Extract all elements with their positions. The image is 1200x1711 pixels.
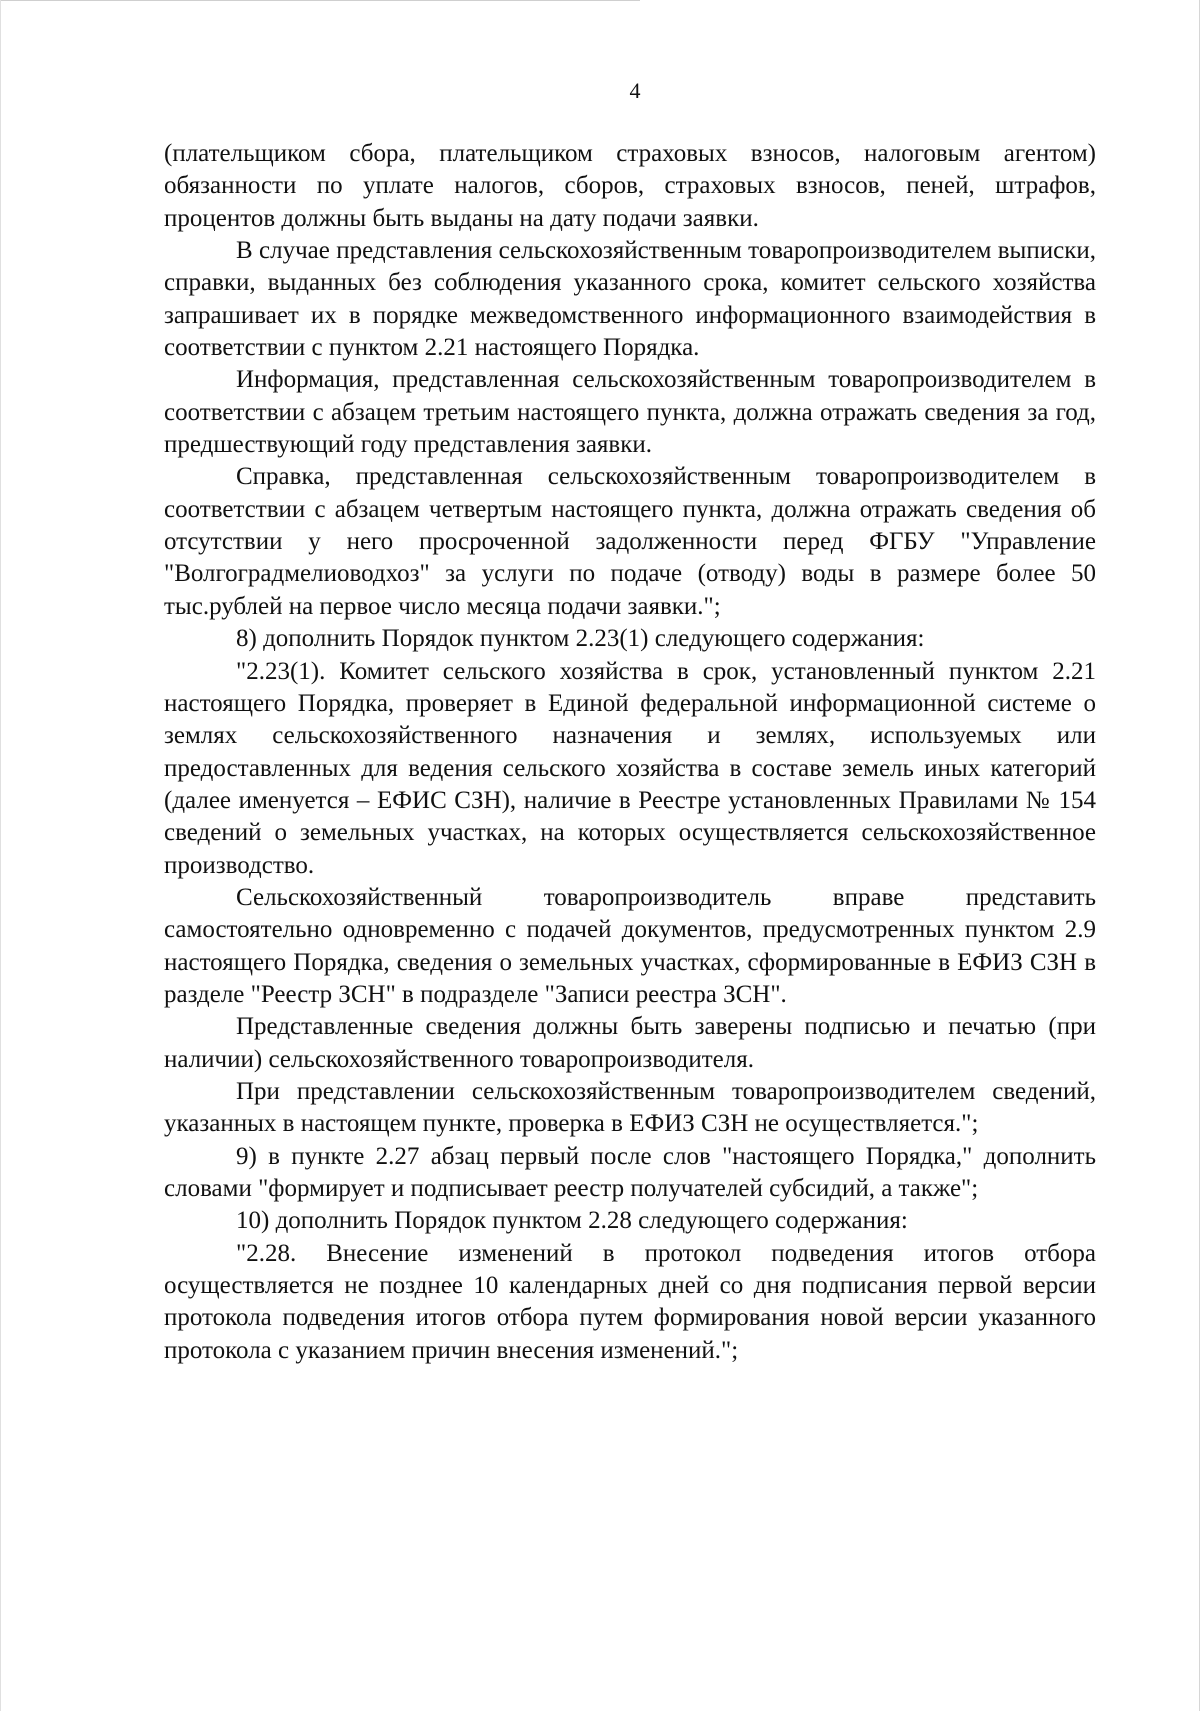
document-body [164,138,1096,1367]
paragraph: "2.28. Внесение изменений в протокол подведения итогов отбора осуществляется не позднее 10 календарных дней со дня подписания первой версии протокола подведения итогов отбора путем формирования новой версии указанного протокола с указанием причин внесения изменений."; [164,1239,1096,1364]
paragraph: В случае представления сельскохозяйственным товаропроизводителем выписки, справки, выданных без соблюдения указанного срока, комитет сельского хозяйства запрашивает их в порядке межведомственного информационного взаимодействия в соответствии с пунктом 2.21 настоящего Порядка. [164,237,1096,362]
page-number: 4 [629,78,641,103]
scan-edge-top [0,0,640,1]
paragraph: Справка, представленная сельскохозяйственным товаропроизводителем в соответствии с абзацем четвертым настоящего пункта, должна отражать сведения об отсутствии у него просроченной задолженности перед ФГБУ "Управление "Волгоградмелиоводхоз" за услуги по подаче (отводу) воды в размере более 50 тыс.рублей на первое число месяца подачи заявки."; [164,463,1096,620]
paragraph: 9) в пункте 2.27 абзац первый после слов "настоящего Порядка," дополнить словами "формирует и подписывает реестр получателей субсидий, а также"; [164,1142,1096,1202]
paragraph: При представлении сельскохозяйственным товаропроизводителем сведений, указанных в настоящем пункте, проверка в ЕФИЗ СЗН не осуществляется."; [164,1077,1096,1138]
paragraph: "2.23(1). Комитет сельского хозяйства в срок, установленный пунктом 2.21 настоящего Порядка, проверяет в Единой федеральной информационной системе о землях сельскохозяйственного назначения и землях, используемых или предоставленных для ведения сельского хозяйства в составе земель иных категорий (далее именуется – ЕФИС СЗН), наличие в Реестре установленных Правилами № 154 сведений о земельных участках, на которых осуществляется сельскохозяйственное производство. [164,657,1096,879]
scan-edge-left [0,0,1,1711]
paragraph: 10) дополнить Порядок пунктом 2.28 следующего содержания: [236,1207,908,1235]
paragraph: (плательщиком сбора, плательщиком страховых взносов, налоговым агентом) обязанности по уплате налогов, сборов, страховых взносов, пеней, штрафов, процентов должны быть выданы на дату подачи заявки. [164,140,1096,232]
paragraph: Сельскохозяйственный товаропроизводитель вправе представить самостоятельно одновременно с подачей документов, предусмотренных пунктом 2.9 настоящего Порядка, сведения о земельных участках, сформированные в ЕФИЗ СЗН в разделе "Реестр ЗСН" в подразделе "Записи реестра ЗСН". [164,883,1096,1008]
paragraph: Представленные сведения должны быть заверены подписью и печатью (при наличии) сельскохозяйственного товаропроизводителя. [164,1013,1096,1073]
paragraph: 8) дополнить Порядок пунктом 2.23(1) следующего содержания: [236,625,925,653]
paragraph: Информация, представленная сельскохозяйственным товаропроизводителем в соответствии с абзацем третьим настоящего пункта, должна отражать сведения за год, предшествующий году представления заявки. [164,366,1096,459]
